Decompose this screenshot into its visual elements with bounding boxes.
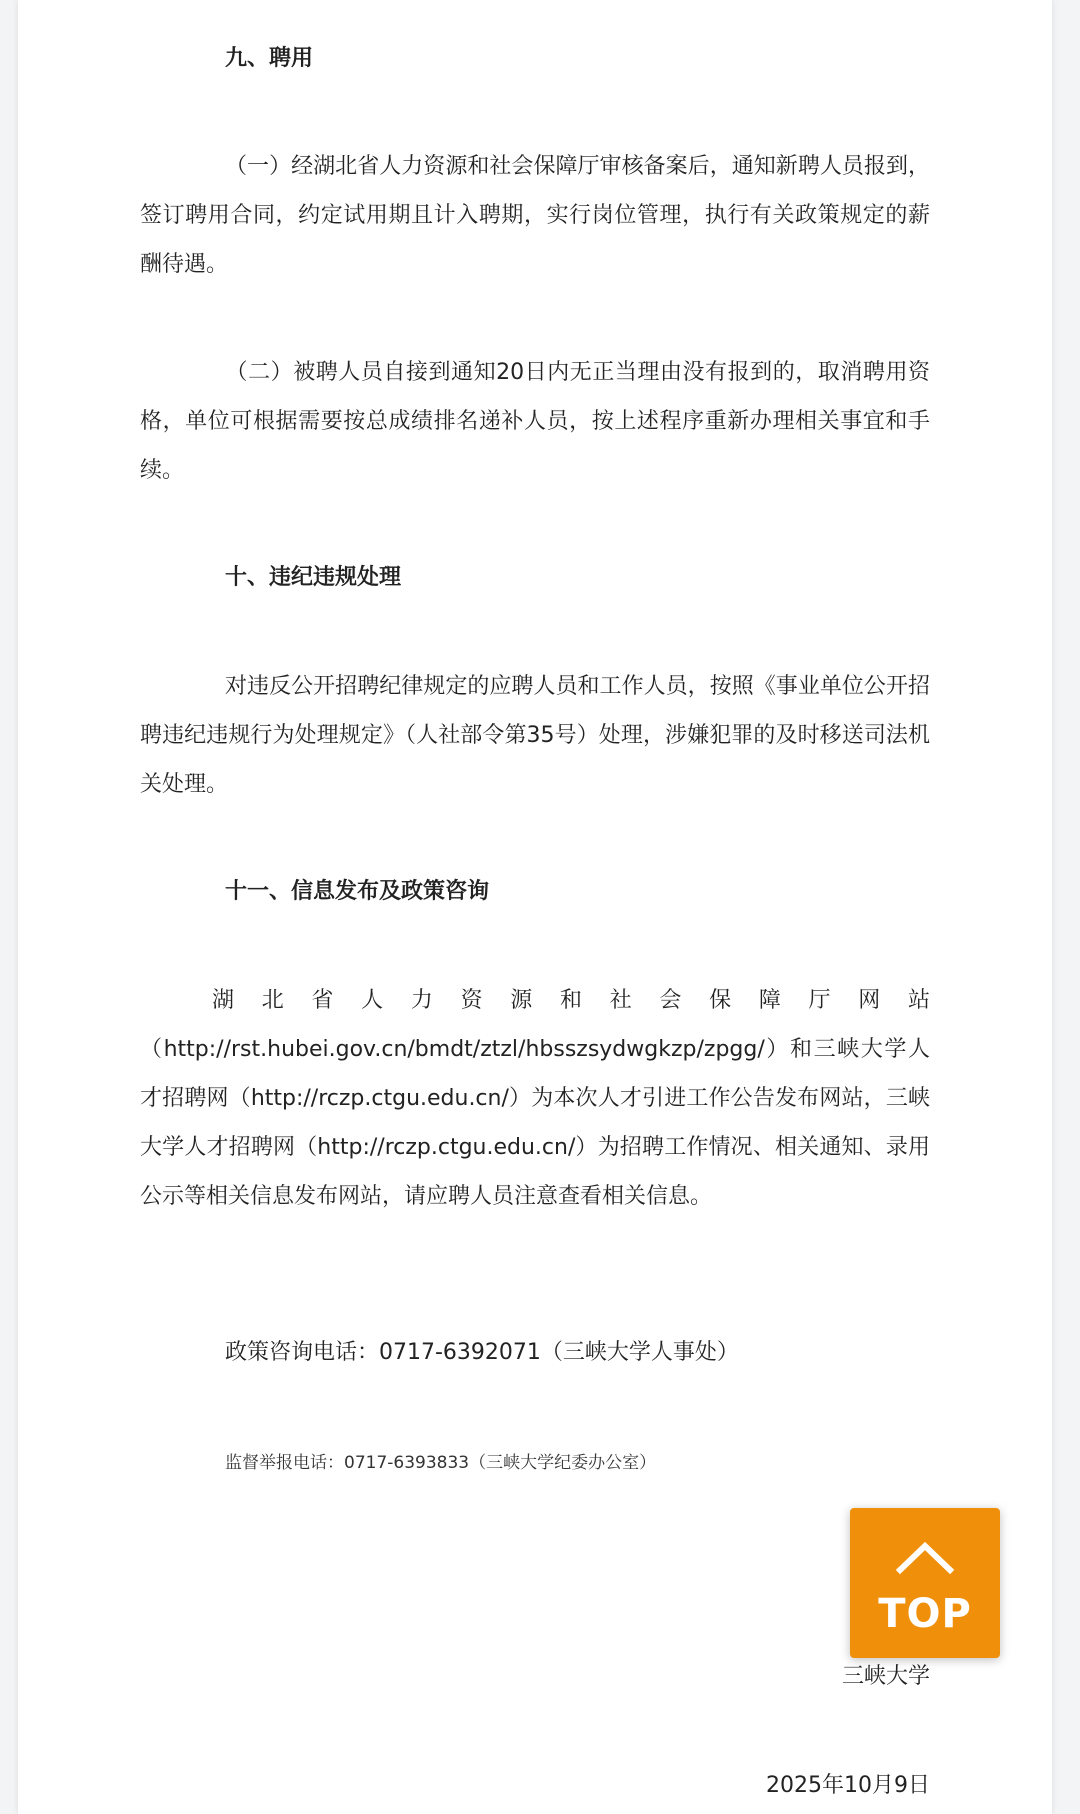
section-heading-info: 十一、信息发布及政策咨询 bbox=[225, 879, 490, 904]
section-heading-discipline: 十、违纪违规处理 bbox=[225, 565, 402, 590]
paragraph-discipline bbox=[140, 662, 930, 809]
back-to-top-label: TOP bbox=[878, 1591, 972, 1637]
paragraph-hiring-1-text: （一）经湖北省人力资源和社会保障厅审核备案后，通知新聘人员报到，签订聘用合同，约定试用期且计入聘期，实行岗位管理，执行有关政策规定的薪酬待遇。 bbox=[140, 154, 930, 277]
paragraph-hiring-1 bbox=[140, 142, 930, 289]
paragraph-info bbox=[140, 976, 930, 1221]
paragraph-discipline-text: 对违反公开招聘纪律规定的应聘人员和工作人员，按照《事业单位公开招聘违纪违规行为处理规定》（人社部令第35号）处理，涉嫌犯罪的及时移送司法机关处理。 bbox=[140, 674, 930, 797]
paragraph-info-text: （http://rst.hubei.gov.cn/bmdt/ztzl/hbsszsydwgkzp/zpgg/）和三峡大学人才招聘网（http://rczp.ctgu.edu.cn/）为本次人才引进工作公告发布网站，三峡大学人才招聘网（http://rczp.ctgu.edu.cn/）为招聘工作情况、相关通知、录用公示等相关信息发布网站，请应聘人员注意查看相关信息。 bbox=[140, 1037, 930, 1209]
signature-org: 三峡大学 bbox=[841, 1664, 930, 1689]
consult-phone: 政策咨询电话：0717-6392071（三峡大学人事处） bbox=[225, 1340, 739, 1365]
section-heading-hiring: 九、聘用 bbox=[225, 46, 314, 71]
supervise-phone: 监督举报电话：0717-6393833（三峡大学纪委办公室） bbox=[225, 1453, 657, 1473]
back-to-top-button[interactable] bbox=[850, 1508, 1000, 1658]
paragraph-hiring-2 bbox=[140, 348, 930, 495]
signature-date: 2025年10月9日 bbox=[766, 1773, 930, 1798]
paragraph-hiring-2-text: （二）被聘人员自接到通知20日内无正当理由没有报到的，取消聘用资格，单位可根据需要按总成绩排名递补人员，按上述程序重新办理相关事宜和手续。 bbox=[140, 360, 930, 483]
paragraph-info-line1: 湖北省人力资源和社会保障厅网站 bbox=[212, 988, 930, 1013]
